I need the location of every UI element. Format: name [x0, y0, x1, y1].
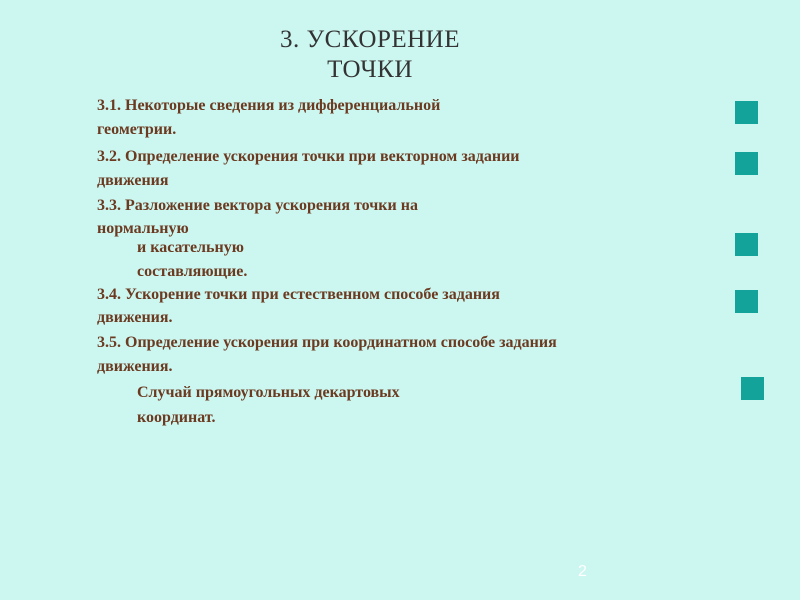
item-3-1-line-1: 3.1. Некоторые сведения из дифференциальной	[97, 97, 441, 114]
bullet-square-3-4	[735, 290, 758, 313]
item-3-4-line-2: движения.	[97, 309, 173, 326]
item-3-5-sub-line-2: координат.	[137, 409, 216, 426]
bullet-square-3-2	[735, 152, 758, 175]
item-3-4-line-1: 3.4. Ускорение точки при естественном способе задания	[97, 286, 500, 303]
item-3-5-line-1: 3.5. Определение ускорения при координатном способе задания	[97, 334, 557, 351]
page-number: 2	[578, 563, 587, 580]
item-3-1-line-2: геометрии.	[97, 121, 177, 138]
slide-title	[240, 25, 500, 85]
bullet-square-3-5	[741, 377, 764, 400]
item-3-3-sub-line-2: составляющие.	[137, 263, 248, 280]
item-3-3-line-2: нормальную	[97, 220, 189, 237]
slide-title-line-1: 3. УСКОРЕНИЕ	[279, 26, 461, 53]
item-3-2-line-1: 3.2. Определение ускорения точки при векторном задании	[97, 148, 520, 165]
bullet-square-3-1	[735, 101, 758, 124]
item-3-5-sub-line-1: Случай прямоугольных декартовых	[137, 384, 400, 401]
item-3-3-line-1: 3.3. Разложение вектора ускорения точки на	[97, 197, 418, 214]
item-3-5-line-2: движения.	[97, 358, 173, 375]
item-3-3-sub-line-1: и касательную	[137, 239, 244, 256]
bullet-square-3-3	[735, 233, 758, 256]
item-3-2-line-2: движения	[97, 172, 169, 189]
slide-title-line-2: ТОЧКИ	[327, 56, 413, 83]
